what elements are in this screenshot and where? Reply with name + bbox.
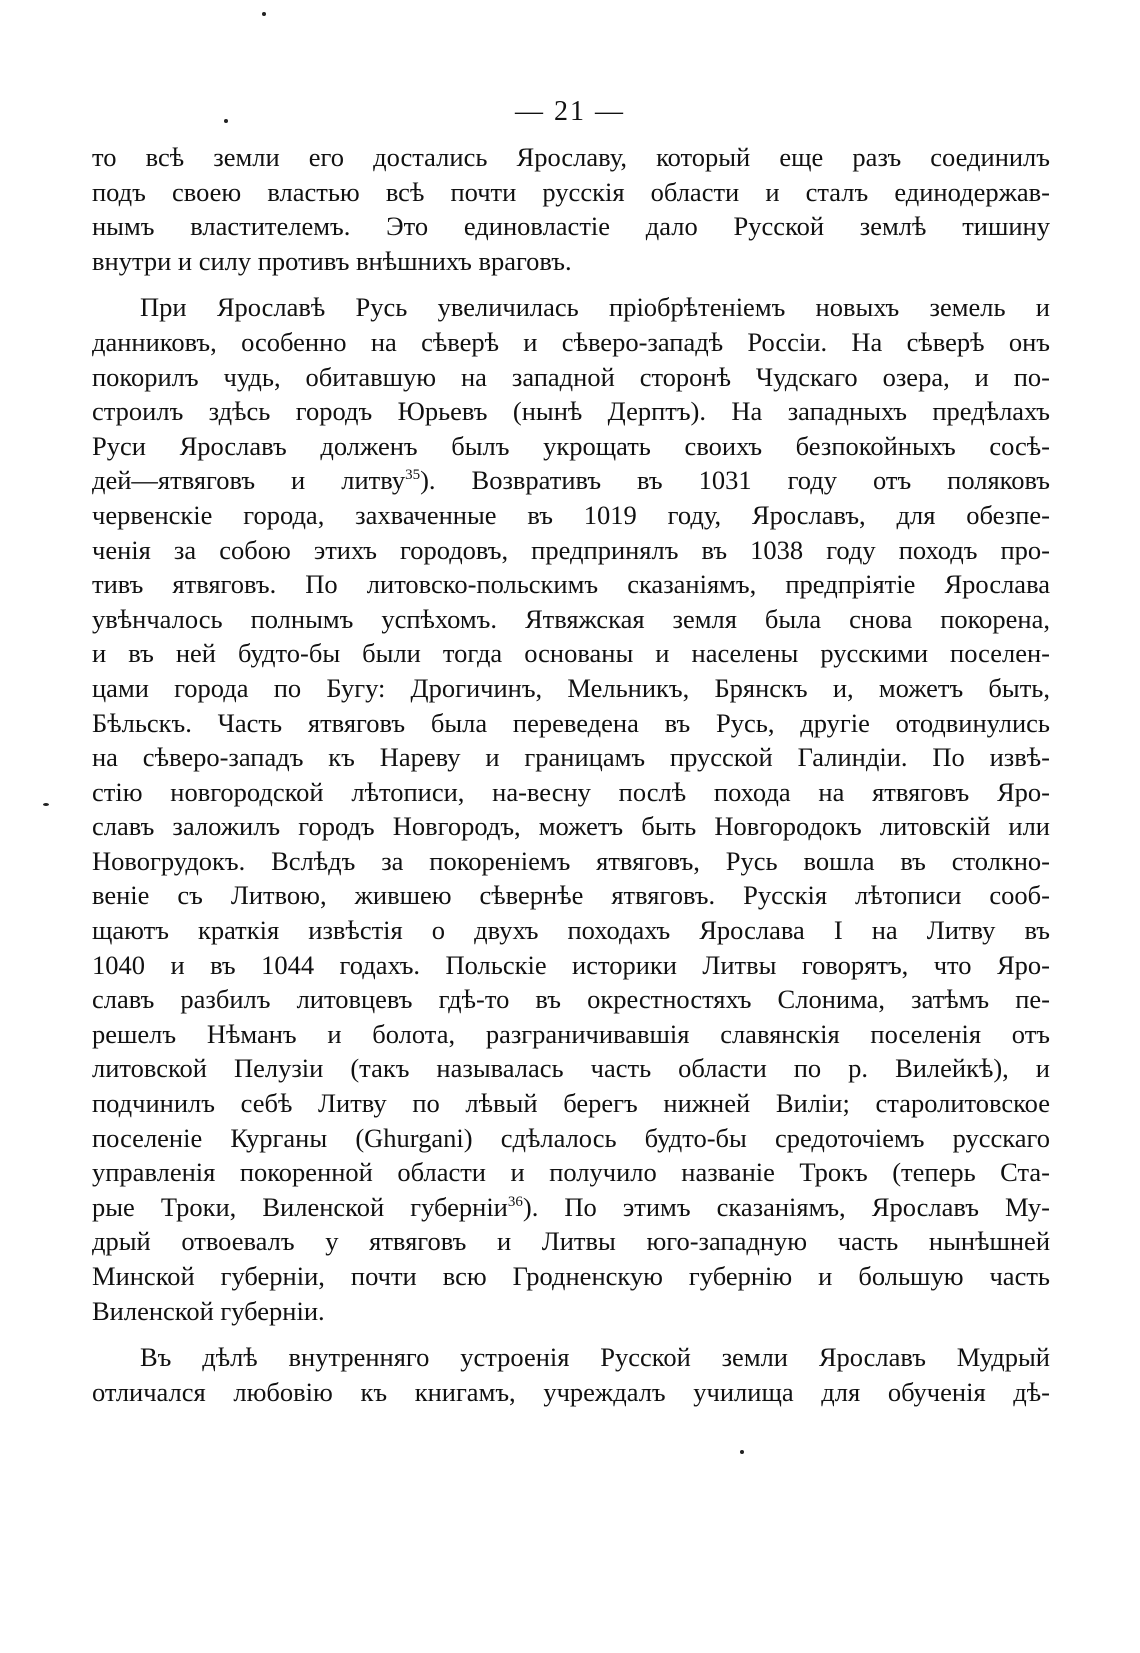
text-line: дрый отвоевалъ у ятвяговъ и Литвы юго-западную часть нынѣшней [92, 1226, 1050, 1257]
text-line: славъ разбилъ литовцевъ гдѣ-то въ окрестностяхъ Слонима, затѣмъ пе- [92, 984, 1050, 1015]
paragraph [92, 1340, 1050, 1409]
text-line: на сѣверо-западъ къ Нареву и границамъ прусской Галиндіи. По извѣ- [92, 742, 1050, 773]
text-line: строилъ здѣсь городъ Юрьевъ (нынѣ Дерптъ). На западныхъ предѣлахъ [92, 396, 1050, 427]
line-segment: дей—ятвяговъ и литву [92, 465, 406, 496]
text-line: ченія за собою этихъ городовъ, предпринялъ въ 1038 году походъ про- [92, 534, 1050, 565]
text-line: отличался любовію къ книгамъ, учреждалъ училища для обученія дѣ- [92, 1376, 1050, 1407]
text-line: литовской Пелузіи (такъ называлась часть области по р. Вилейкѣ), и [92, 1053, 1050, 1084]
text-line: то всѣ земли его достались Ярославу, который еще разъ соединилъ [92, 142, 1050, 172]
text-line: покорилъ чудь, обитавшую на западной сторонѣ Чудскаго озера, и по- [92, 361, 1050, 392]
paragraph [92, 140, 1050, 278]
text-line: 1040 и въ 1044 годахъ. Польскіе историки Литвы говорятъ, что Яро- [92, 949, 1050, 980]
paragraph [92, 290, 1050, 1328]
text-line: Минской губерніи, почти всю Гродненскую губернію и большую часть [92, 1261, 1050, 1291]
text-line: Въ дѣлѣ внутренняго устроенія Русской земли Ярославъ Мудрый [140, 1342, 1050, 1373]
text-line: подъ своею властью всѣ почти русскія области и сталъ единодержав- [92, 176, 1050, 207]
line-segment: ). По этимъ сказаніямъ, Ярославъ Му- [522, 1191, 1050, 1222]
text-line: Новогрудокъ. Вслѣдъ за покореніемъ ятвяговъ, Русь вошла въ столкно- [92, 845, 1050, 876]
text-line: внутри и силу противъ внѣшнихъ враговъ. [92, 245, 572, 276]
page-number: — 21 — [515, 96, 625, 127]
line-segment: ). Возвративъ въ 1031 году отъ поляковъ [420, 465, 1050, 496]
text-line: поселеніе Курганы (Ghurgani) сдѣлалось будто-бы средоточіемъ русскаго [92, 1122, 1050, 1153]
text-line: Виленской губерніи. [92, 1295, 325, 1326]
text-line: данниковъ, особенно на сѣверѣ и сѣверо-западѣ Россіи. На сѣверѣ онъ [92, 326, 1050, 357]
text-line: При Ярославѣ Русь увеличилась пріобрѣтеніемъ новыхъ земель и [140, 292, 1050, 323]
line-segment: рые Троки, Виленской губерніи [92, 1191, 508, 1222]
footnote-marker: 36 [507, 1193, 523, 1210]
text-line: увѣнчалось полнымъ успѣхомъ. Ятвяжская земля была снова покорена, [92, 603, 1050, 634]
print-speck [262, 12, 266, 16]
text-line: цами города по Бугу: Дрогичинъ, Мельникъ, Брянскъ и, можетъ быть, [92, 672, 1050, 703]
text-line: тивъ ятвяговъ. По литовско-польскимъ сказаніямъ, предпріятіе Ярослава [92, 569, 1050, 600]
print-speck [740, 1450, 744, 1454]
text-line: решелъ Нѣманъ и болота, разграничивавшія славянскія поселенія отъ [92, 1018, 1050, 1049]
text-line: Руси Ярославъ долженъ былъ укрощать своихъ безпокойныхъ сосѣ- [92, 430, 1050, 461]
text-line [92, 1190, 1050, 1225]
text-line: нымъ властителемъ. Это единовластіе дало Русской землѣ тишину [92, 211, 1050, 242]
print-speck [43, 803, 49, 806]
footnote-marker: 35 [405, 467, 421, 484]
text-line: управленія покоренной области и получило названіе Трокъ (теперь Ста- [92, 1157, 1050, 1188]
text-line: и въ ней будто-бы были тогда основаны и населены русскими поселен- [92, 638, 1050, 669]
text-line [92, 463, 1050, 498]
text-line: веніе съ Литвою, жившею сѣвернѣе ятвяговъ. Русскія лѣтописи сооб- [92, 880, 1050, 911]
text-line: подчинилъ себѣ Литву по лѣвый берегъ нижней Виліи; старолитовское [92, 1088, 1050, 1119]
text-line: червенскіе города, захваченные въ 1019 году, Ярославъ, для обезпе- [92, 499, 1050, 530]
text-line: славъ заложилъ городъ Новгородъ, можетъ быть Новгородокъ литовскій или [92, 811, 1050, 842]
body-text [92, 140, 1050, 1409]
text-line: стію новгородской лѣтописи, на-весну послѣ похода на ятвяговъ Яро- [92, 776, 1050, 807]
text-line: Бѣльскъ. Часть ятвяговъ была переведена въ Русь, другіе отодвинулись [92, 707, 1050, 738]
text-line: щаютъ краткія извѣстія о двухъ походахъ Ярослава I на Литву въ [92, 915, 1050, 946]
